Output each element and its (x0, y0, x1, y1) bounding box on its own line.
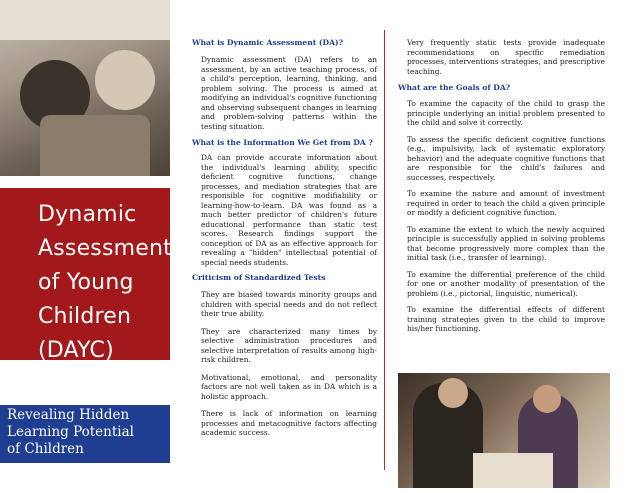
section-heading: What are the Goals of DA? (398, 83, 511, 92)
title-line: of Young (38, 270, 134, 295)
brochure-title (0, 188, 172, 363)
goal-item: To examine the differential effects of different training strategies given to the child to improve his/her functioning. (407, 305, 605, 333)
title-line: Children (38, 304, 132, 329)
goal-item: To examine the extent to which the newly acquired principle is successfully applied in solving problems that become progressively more complex than the initial task (i.e., transfer of learning). (407, 224, 605, 262)
column-divider (384, 30, 385, 470)
section-heading: Criticism of Standardized Tests (192, 273, 326, 282)
subtitle-line: of Children (7, 441, 84, 457)
goal-item: To examine the capacity of the child to grasp the principle underlying an initial problem presented to the child and solve it correctly. (407, 99, 605, 127)
section-body: Dynamic assessment (DA) refers to an assessment, by an active teaching process, of a child's perception, learning, thinking, and problem solving. The process is aimed at modifying an individual's cognitive functioning and observing subsequent changes in learning and problem-solving patterns within the testing situation. (201, 55, 377, 131)
teacher-child-photo (398, 373, 610, 488)
criticism-paragraph: They are biased towards minority groups and children with special needs and do not reflect their true ability. (201, 290, 377, 318)
section-heading: What is the Information We Get from DA ? (192, 138, 373, 147)
section-body: DA can provide accurate information about the individual's learning ability, specific deficient cognitive functions, change processes, and mediation strategies that are responsible for cognitive modifiability or learning-how-to-learn. DA was found as a much better predictor of children's future educational performance than static test scores. Research findings support the conception of DA as an effective approach for revealing a "hidden" intellectual potential of special needs students. (201, 153, 377, 267)
right-column (398, 38, 610, 334)
title-line: (DAYC) (38, 338, 114, 363)
title-line: Dynamic (38, 202, 137, 227)
title-line: Assessment (38, 236, 172, 261)
intro-paragraph: Very frequently static tests provide inadequate recommendations on specific remediation processes, interventions strategies, and prescriptive teaching. (407, 38, 605, 76)
brochure-subtitle (0, 405, 170, 463)
criticism-paragraph: They are characterized many times by selective administration procedures and selective interpretation of results among high-risk children. (201, 326, 377, 364)
classroom-photo (0, 0, 170, 176)
subtitle-line: Revealing Hidden (7, 407, 130, 423)
criticism-paragraph: There is lack of information on learning processes and metacognitive factors affecting academic success. (201, 409, 377, 437)
middle-column (192, 38, 382, 438)
subtitle-line: Learning Potential (7, 424, 134, 440)
goal-item: To examine the nature and amount of investment required in order to teach the child a given principle or modify a deficient cognitive function. (407, 189, 605, 217)
criticism-paragraph: Motivational, emotional, and personality factors are not well taken as in DA which is a holistic approach. (201, 372, 377, 401)
section-heading: What is Dynamic Assessment (DA)? (192, 38, 344, 47)
goal-item: To examine the differential preference of the child for one or another modality of presentation of the problem (i.e., pictorial, linguistic, numerical). (407, 269, 605, 298)
goal-item: To assess the specific deficient cognitive functions (e.g., impulsivity, lack of systematic exploratory behavior) and the adequate cognitive functions that are responsible for the child's failures and successes, respectively. (407, 134, 605, 182)
